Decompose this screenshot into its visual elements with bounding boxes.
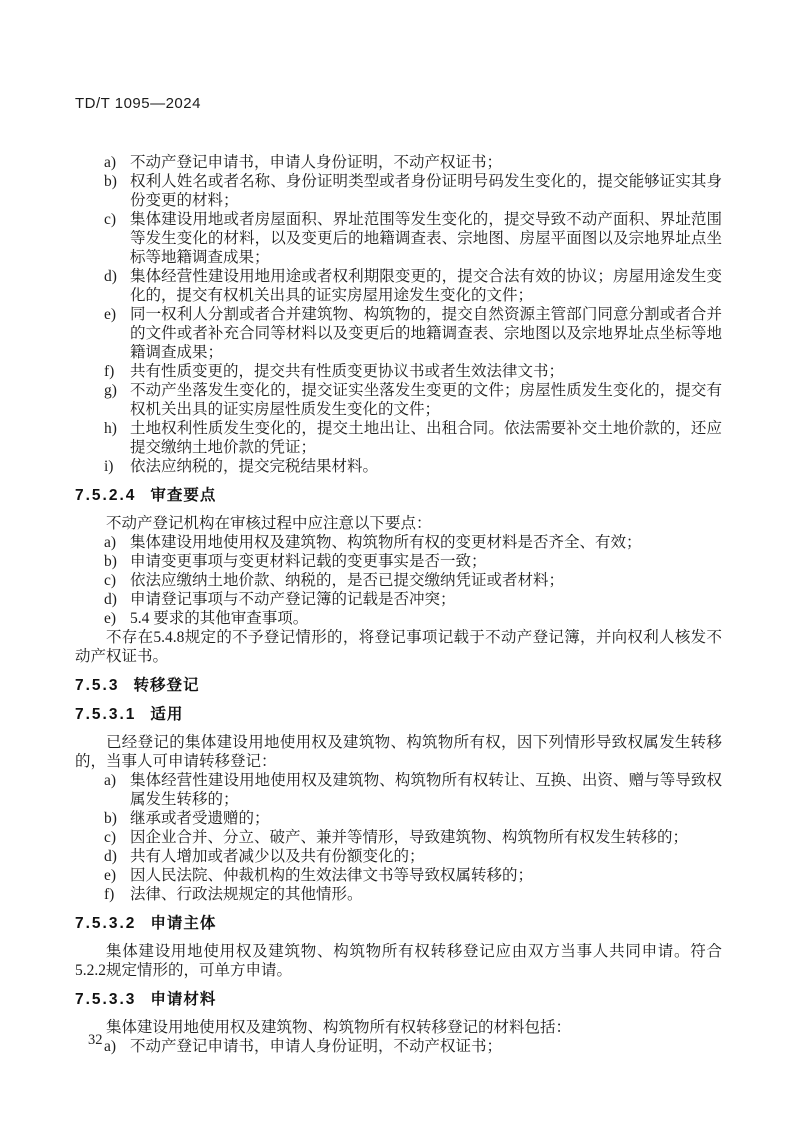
list-item — [75, 609, 722, 628]
applicable-intro-paragraph: 已经登记的集体建设用地使用权及建筑物、构筑物所有权，因下列情形导致权属发生转移的，当事人可申请转移登记： — [75, 734, 722, 770]
list-item — [75, 362, 722, 381]
list-item-text: 不动产登记申请书，申请人身份证明，不动产权证书； — [130, 1038, 503, 1055]
list-item-label: d) — [104, 268, 117, 285]
list-item — [75, 419, 722, 457]
list-item — [75, 210, 722, 267]
list-item-label: i) — [104, 458, 114, 475]
section-title: 适用 — [150, 706, 184, 723]
list-item-text: 依法应纳税的，提交完税结果材料。 — [130, 458, 379, 475]
section-number: 7.5.3.3 — [75, 991, 137, 1008]
transfer-cases-list — [75, 771, 722, 904]
list-item-label: c) — [104, 829, 117, 846]
list-item — [75, 533, 722, 552]
list-item-label: d) — [104, 591, 117, 608]
list-item-text: 申请变更事项与变更材料记载的变更事实是否一致； — [130, 553, 487, 570]
list-item-text: 集体经营性建设用地使用权及建筑物、构筑物所有权转让、互换、出资、赠与等导致权属发生转移的； — [130, 772, 722, 808]
list-item — [75, 305, 722, 362]
list-item — [75, 267, 722, 305]
list-item — [75, 552, 722, 571]
section-heading-applicable — [75, 705, 722, 724]
list-item — [75, 457, 722, 476]
list-item — [75, 828, 722, 847]
list-item-label: a) — [104, 154, 117, 171]
list-item-label: h) — [104, 420, 117, 437]
list-item — [75, 771, 722, 809]
list-item — [75, 885, 722, 904]
list-item-label: e) — [104, 610, 117, 627]
list-item — [75, 1037, 722, 1056]
section-heading-review-points — [75, 486, 722, 505]
list-item — [75, 866, 722, 885]
list-item-text: 权利人姓名或者名称、身份证明类型或者身份证明号码发生变化的，提交能够证实其身份变更的材料； — [130, 173, 722, 209]
list-item-text: 土地权利性质发生变化的，提交土地出让、出租合同。依法需要补交土地价款的，还应提交缴纳土地价款的凭证； — [130, 420, 722, 456]
list-item-text: 集体建设用地使用权及建筑物、构筑物所有权的变更材料是否齐全、有效； — [130, 534, 642, 551]
section-title: 申请材料 — [150, 991, 217, 1008]
list-item — [75, 381, 722, 419]
list-item — [75, 809, 722, 828]
list-item — [75, 153, 722, 172]
list-item-text: 集体建设用地或者房屋面积、界址范围等发生变化的，提交导致不动产面积、界址范围等发生变化的材料，以及变更后的地籍调查表、宗地图、房屋平面图以及宗地界址点坐标等地籍调查成果； — [130, 211, 722, 266]
list-item-text: 法律、行政法规规定的其他情形。 — [130, 886, 363, 903]
section-title: 审查要点 — [150, 487, 217, 504]
list-item-text: 依法应缴纳土地价款、纳税的，是否已提交缴纳凭证或者材料； — [130, 572, 565, 589]
list-item — [75, 847, 722, 866]
list-item-label: b) — [104, 810, 117, 827]
review-intro-paragraph: 不动产登记机构在审核过程中应注意以下要点： — [106, 515, 432, 532]
materials-intro-paragraph: 集体建设用地使用权及建筑物、构筑物所有权转移登记的材料包括： — [106, 1019, 572, 1036]
list-item-text: 5.4 要求的其他审查事项。 — [130, 610, 309, 627]
list-item-label: e) — [104, 306, 117, 323]
list-item-text: 不动产登记申请书，申请人身份证明，不动产权证书； — [130, 154, 503, 171]
list-item-text: 共有性质变更的，提交共有性质变更协议书或者生效法律文书； — [130, 363, 565, 380]
list-item — [75, 571, 722, 590]
list-item — [75, 590, 722, 609]
standard-number-header: TD/T 1095—2024 — [75, 95, 201, 112]
list-item-text: 同一权利人分割或者合并建筑物、构筑物的，提交自然资源主管部门同意分割或者合并的文件或者补充合同等材料以及变更后的地籍调查表、宗地图以及宗地界址点坐标等地籍调查成果； — [130, 306, 722, 361]
review-closing-paragraph: 不存在5.4.8规定的不予登记情形的，将登记事项记载于不动产登记簿，并向权利人核发不动产权证书。 — [75, 629, 722, 665]
transfer-materials-list — [75, 1037, 722, 1056]
list-item-text: 集体经营性建设用地用途或者权利期限变更的，提交合法有效的协议；房屋用途发生变化的，提交有权机关出具的证实房屋用途发生变化的文件； — [130, 268, 722, 304]
list-item-label: d) — [104, 848, 117, 865]
section-heading-application-materials — [75, 990, 722, 1009]
list-item-text: 共有人增加或者减少以及共有份额变化的； — [130, 848, 425, 865]
list-item-label: f) — [104, 886, 115, 903]
review-points-list — [75, 533, 722, 628]
list-item-label: e) — [104, 867, 117, 884]
list-item-text: 申请登记事项与不动产登记簿的记载是否冲突； — [130, 591, 456, 608]
section-number: 7.5.3.1 — [75, 706, 137, 723]
section-number: 7.5.3 — [75, 677, 120, 694]
applicant-paragraph: 集体建设用地使用权及建筑物、构筑物所有权转移登记应由双方当事人共同申请。符合5.2.2规定情形的，可单方申请。 — [75, 943, 722, 979]
list-item-label: a) — [104, 772, 117, 789]
list-item-label: a) — [104, 1038, 117, 1055]
section-heading-transfer-registration — [75, 676, 722, 695]
list-item-label: g) — [104, 382, 117, 399]
list-item-label: c) — [104, 572, 117, 589]
list-item-label: f) — [104, 363, 115, 380]
list-item-text: 不动产坐落发生变化的，提交证实坐落发生变更的文件；房屋性质发生变化的，提交有权机关出具的证实房屋性质发生变化的文件； — [130, 382, 722, 418]
list-item-label: a) — [104, 534, 117, 551]
list-item-text: 因企业合并、分立、破产、兼并等情形，导致建筑物、构筑物所有权发生转移的； — [130, 829, 689, 846]
list-item-label: c) — [104, 211, 117, 228]
list-item-text: 因人民法院、仲裁机构的生效法律文书等导致权属转移的； — [130, 867, 534, 884]
list-item-label: b) — [104, 173, 117, 190]
section-title: 申请主体 — [150, 915, 217, 932]
section-heading-applicant — [75, 914, 722, 933]
list-item-text: 继承或者受遗赠的； — [130, 810, 270, 827]
page-number: 32 — [88, 1032, 103, 1048]
document-content — [75, 153, 722, 1056]
section-number: 7.5.2.4 — [75, 487, 137, 504]
list-item — [75, 172, 722, 210]
section-title: 转移登记 — [133, 677, 200, 694]
change-materials-list — [75, 153, 722, 476]
list-item-label: b) — [104, 553, 117, 570]
section-number: 7.5.3.2 — [75, 915, 137, 932]
